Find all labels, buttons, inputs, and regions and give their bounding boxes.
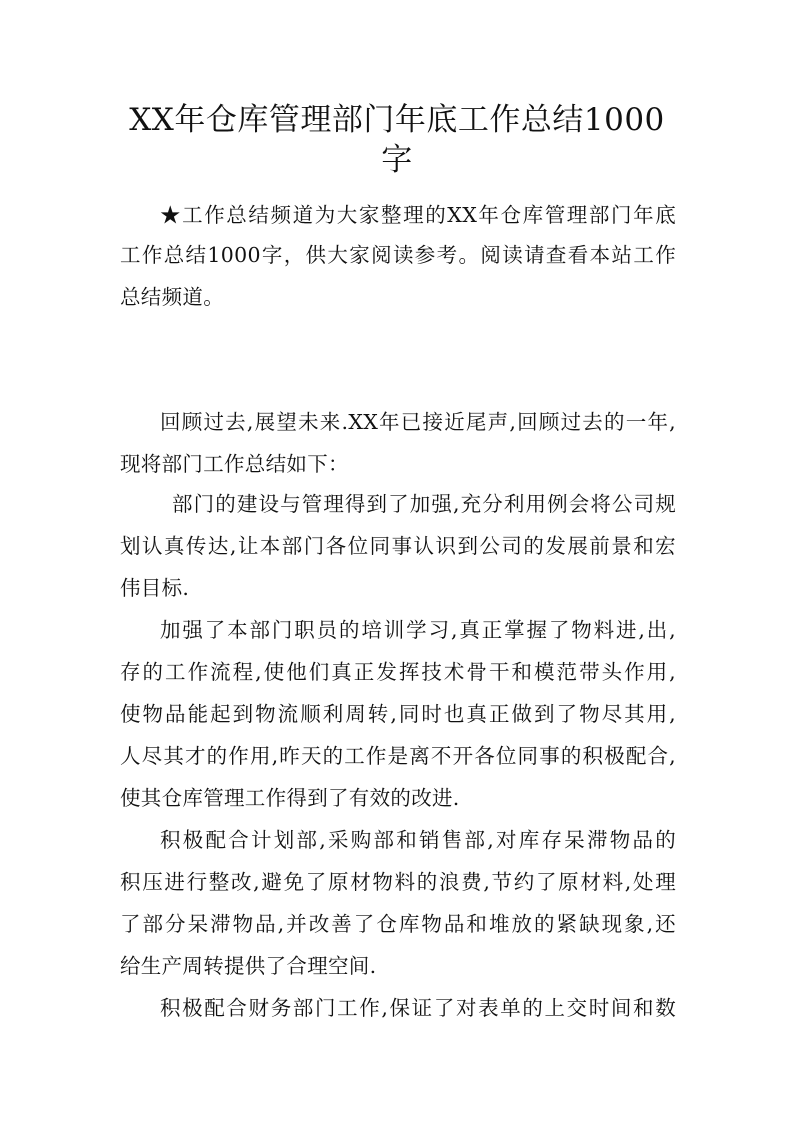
intro-line: 工作总结1000字，供大家阅读参考。阅读请查看本站工作 <box>120 243 676 267</box>
paragraph-line: 给生产周转提供了合理空间. <box>120 954 377 978</box>
paragraph-line: 加强了本部门职员的培训学习,真正掌握了物料进,出, <box>160 618 676 642</box>
document-title: XX年仓库管理部门年底工作总结1000 <box>129 102 665 138</box>
intro-line: 总结频道。 <box>120 285 224 309</box>
paragraph-line: 人尽其才的作用,昨天的工作是离不开各位同事的积极配合, <box>120 744 676 768</box>
paragraph-line: 积极配合计划部,采购部和销售部,对库存呆滞物品的 <box>160 828 676 852</box>
paragraph-line: 使其仓库管理工作得到了有效的改进. <box>120 786 460 810</box>
paragraph-line: 部门的建设与管理得到了加强,充分利用例会将公司规 <box>172 492 676 516</box>
paragraph-line: 现将部门工作总结如下： <box>120 452 349 476</box>
paragraph-line: 了部分呆滞物品,并改善了仓库物品和堆放的紧缺现象,还 <box>120 912 676 936</box>
intro-line: ★工作总结频道为大家整理的XX年仓库管理部门年底 <box>160 203 676 227</box>
document-title-continued: 字 <box>381 142 413 178</box>
paragraph-line: 存的工作流程,使他们真正发挥技术骨干和模范带头作用, <box>120 660 676 684</box>
paragraph-line: 伟目标. <box>120 576 190 600</box>
paragraph-line: 积极配合财务部门工作,保证了对表单的上交时间和数 <box>160 996 676 1020</box>
paragraph-line: 回顾过去,展望未来.XX年已接近尾声,回顾过去的一年, <box>160 410 676 434</box>
paragraph-line: 划认真传达,让本部门各位同事认识到公司的发展前景和宏 <box>120 534 676 558</box>
paragraph-line: 使物品能起到物流顺利周转,同时也真正做到了物尽其用, <box>120 702 676 726</box>
paragraph-line: 积压进行整改,避免了原材物料的浪费,节约了原材料,处理 <box>120 870 676 894</box>
